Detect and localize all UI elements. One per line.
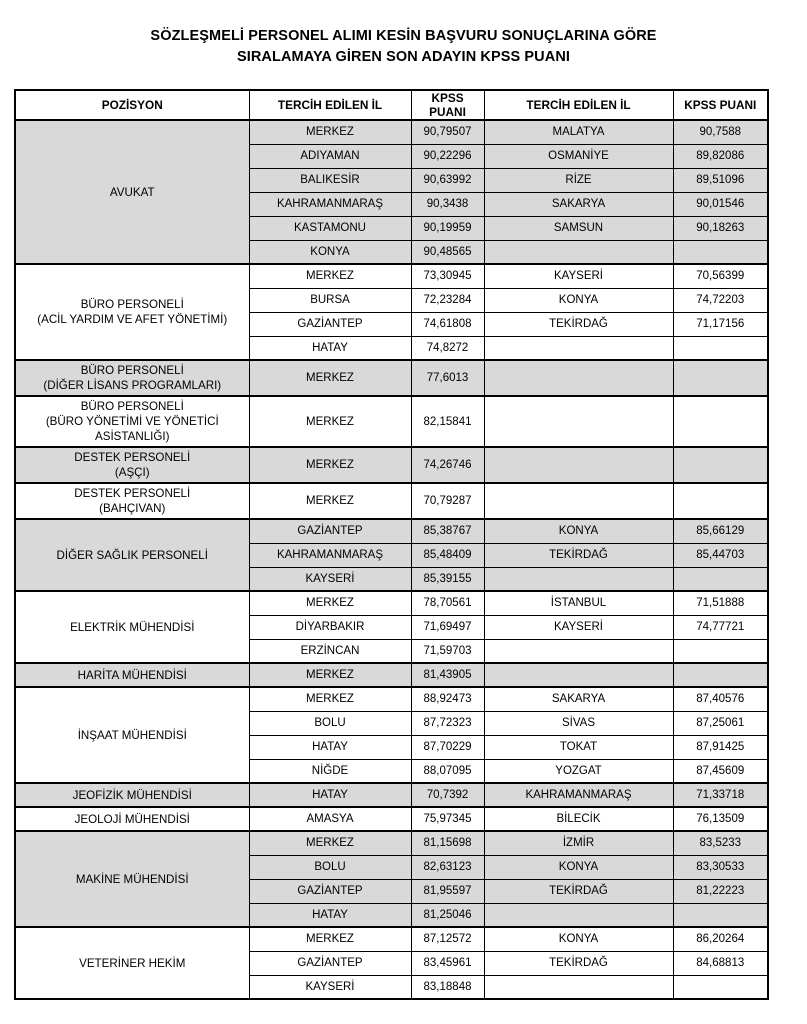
tercih-il-1-cell: MERKEZ [249,120,411,144]
position-label-line: (BAHÇIVAN) [99,502,166,515]
tercih-il-1-cell: KAYSERİ [249,567,411,591]
kpss-puani-2-cell: 71,33718 [673,783,768,807]
table-header [15,90,768,120]
kpss-results-table [14,89,769,1000]
position-cell [15,120,249,264]
position-label-line: VETERİNER HEKİM [79,956,186,970]
tercih-il-1-cell: KASTAMONU [249,216,411,240]
position-cell [15,687,249,783]
position-cell [15,591,249,663]
tercih-il-1-cell: ADIYAMAN [249,144,411,168]
position-label-line: JEOLOJİ MÜHENDİSİ [74,812,190,826]
kpss-puani-2-cell [673,360,768,396]
tercih-il-1-cell: HATAY [249,336,411,360]
kpss-puani-1-cell: 73,30945 [411,264,484,288]
tercih-il-2-cell [484,567,673,591]
kpss-puani-1-cell: 70,7392 [411,783,484,807]
tercih-il-2-cell: KAHRAMANMARAŞ [484,783,673,807]
tercih-il-1-cell: BOLU [249,855,411,879]
position-cell [15,396,249,447]
table-row [15,831,768,855]
page-title-line-2: SIRALAMAYA GİREN SON ADAYIN KPSS PUANI [236,49,571,65]
kpss-puani-2-cell: 83,5233 [673,831,768,855]
tercih-il-1-cell: MERKEZ [249,927,411,951]
kpss-puani-2-cell [673,903,768,927]
column-header-kpss-puani-2: KPSS PUANI [673,90,768,120]
position-label-line: BÜRO PERSONELİ [80,298,184,311]
position-cell [15,483,249,519]
tercih-il-1-cell: GAZİANTEP [249,879,411,903]
tercih-il-1-cell: GAZİANTEP [249,951,411,975]
kpss-puani-1-cell: 87,12572 [411,927,484,951]
kpss-puani-1-cell: 85,48409 [411,543,484,567]
table-row [15,687,768,711]
kpss-puani-2-cell: 81,22223 [673,879,768,903]
kpss-puani-2-cell: 87,40576 [673,687,768,711]
kpss-puani-2-cell: 71,17156 [673,312,768,336]
tercih-il-2-cell: MALATYA [484,120,673,144]
position-label-line: İNŞAAT MÜHENDİSİ [77,728,187,742]
tercih-il-1-cell: AMASYA [249,807,411,831]
tercih-il-1-cell: MERKEZ [249,360,411,396]
table-row [15,591,768,615]
tercih-il-1-cell: KONYA [249,240,411,264]
kpss-puani-1-cell: 90,63992 [411,168,484,192]
tercih-il-2-cell [484,483,673,519]
tercih-il-1-cell: BURSA [249,288,411,312]
tercih-il-1-cell: MERKEZ [249,396,411,447]
page-title-line-1: SÖZLEŞMELİ PERSONEL ALIMI KESİN BAŞVURU SONUÇLARINA GÖRE [150,28,657,44]
kpss-puani-1-cell: 87,70229 [411,735,484,759]
tercih-il-2-cell: İZMİR [484,831,673,855]
tercih-il-2-cell: SİVAS [484,711,673,735]
tercih-il-1-cell: NİĞDE [249,759,411,783]
tercih-il-1-cell: MERKEZ [249,687,411,711]
tercih-il-1-cell: KAHRAMANMARAŞ [249,192,411,216]
kpss-puani-1-cell: 74,8272 [411,336,484,360]
table-body [15,120,768,999]
tercih-il-1-cell: GAZİANTEP [249,519,411,543]
kpss-puani-2-cell: 76,13509 [673,807,768,831]
tercih-il-2-cell [484,360,673,396]
position-cell [15,663,249,687]
kpss-puani-2-cell [673,975,768,999]
kpss-puani-1-cell: 88,92473 [411,687,484,711]
kpss-puani-1-cell: 90,48565 [411,240,484,264]
kpss-puani-1-cell: 87,72323 [411,711,484,735]
table-row [15,447,768,483]
tercih-il-2-cell: KONYA [484,288,673,312]
kpss-puani-1-cell: 85,39155 [411,567,484,591]
position-label-line: MAKİNE MÜHENDİSİ [75,872,189,886]
kpss-puani-1-cell: 81,25046 [411,903,484,927]
tercih-il-2-cell: OSMANİYE [484,144,673,168]
kpss-puani-2-cell: 71,51888 [673,591,768,615]
kpss-puani-2-cell [673,447,768,483]
kpss-puani-1-cell: 83,18848 [411,975,484,999]
position-cell [15,264,249,360]
kpss-puani-2-cell [673,483,768,519]
table-container [0,68,807,1000]
column-header-pozisyon: POZİSYON [15,90,249,120]
position-label-line: DESTEK PERSONELİ [74,487,191,500]
table-header-row [15,90,768,120]
tercih-il-2-cell: KAYSERİ [484,615,673,639]
kpss-puani-2-cell: 90,7588 [673,120,768,144]
position-cell [15,807,249,831]
tercih-il-1-cell: HATAY [249,783,411,807]
kpss-puani-2-cell: 84,68813 [673,951,768,975]
tercih-il-2-cell: TEKİRDAĞ [484,951,673,975]
kpss-puani-1-cell: 81,15698 [411,831,484,855]
page-title [0,0,807,68]
kpss-puani-2-cell: 89,51096 [673,168,768,192]
position-label-line: ELEKTRİK MÜHENDİSİ [70,620,195,634]
tercih-il-2-cell: TEKİRDAĞ [484,879,673,903]
kpss-puani-2-cell: 90,01546 [673,192,768,216]
tercih-il-2-cell: İSTANBUL [484,591,673,615]
tercih-il-1-cell: BALIKESİR [249,168,411,192]
tercih-il-1-cell: MERKEZ [249,264,411,288]
kpss-puani-2-cell: 86,20264 [673,927,768,951]
tercih-il-2-cell: KAYSERİ [484,264,673,288]
table-row [15,396,768,447]
position-cell [15,447,249,483]
kpss-puani-2-cell: 85,44703 [673,543,768,567]
position-label-line: ASİSTANLIĞI) [94,430,170,443]
table-row [15,519,768,543]
kpss-puani-1-cell: 90,3438 [411,192,484,216]
kpss-puani-1-cell: 82,63123 [411,855,484,879]
table-row [15,783,768,807]
kpss-puani-2-cell: 87,91425 [673,735,768,759]
kpss-puani-1-cell: 81,43905 [411,663,484,687]
table-row [15,483,768,519]
kpss-puani-1-cell: 78,70561 [411,591,484,615]
position-label-line: (AŞÇI) [114,466,150,479]
position-label-line: BÜRO PERSONELİ [80,400,184,413]
kpss-puani-1-cell: 75,97345 [411,807,484,831]
tercih-il-1-cell: MERKEZ [249,591,411,615]
tercih-il-2-cell: SAKARYA [484,192,673,216]
kpss-puani-2-cell: 87,25061 [673,711,768,735]
kpss-puani-1-cell: 82,15841 [411,396,484,447]
tercih-il-1-cell: MERKEZ [249,831,411,855]
table-row [15,663,768,687]
tercih-il-2-cell: SAMSUN [484,216,673,240]
tercih-il-2-cell: TOKAT [484,735,673,759]
position-cell [15,519,249,591]
kpss-puani-2-cell [673,336,768,360]
tercih-il-2-cell [484,663,673,687]
tercih-il-1-cell: MERKEZ [249,447,411,483]
tercih-il-1-cell: GAZİANTEP [249,312,411,336]
kpss-puani-1-cell: 72,23284 [411,288,484,312]
kpss-puani-1-cell: 81,95597 [411,879,484,903]
kpss-puani-2-cell: 90,18263 [673,216,768,240]
position-cell [15,783,249,807]
kpss-puani-1-cell: 85,38767 [411,519,484,543]
tercih-il-2-cell: KONYA [484,927,673,951]
kpss-puani-2-cell [673,663,768,687]
kpss-puani-2-cell: 89,82086 [673,144,768,168]
kpss-puani-1-cell: 90,22296 [411,144,484,168]
kpss-puani-1-cell: 77,6013 [411,360,484,396]
tercih-il-2-cell [484,639,673,663]
kpss-puani-1-cell: 90,79507 [411,120,484,144]
kpss-puani-2-cell [673,240,768,264]
kpss-puani-2-cell: 74,77721 [673,615,768,639]
table-row [15,264,768,288]
position-label-line: (ACİL YARDIM VE AFET YÖNETİMİ) [37,313,228,326]
tercih-il-1-cell: BOLU [249,711,411,735]
tercih-il-2-cell: TEKİRDAĞ [484,312,673,336]
kpss-puani-1-cell: 70,79287 [411,483,484,519]
tercih-il-1-cell: HATAY [249,903,411,927]
tercih-il-2-cell [484,447,673,483]
kpss-puani-2-cell: 83,30533 [673,855,768,879]
tercih-il-2-cell [484,903,673,927]
table-row [15,927,768,951]
position-label-line: HARİTA MÜHENDİSİ [77,668,187,682]
table-row [15,120,768,144]
tercih-il-2-cell: BİLECİK [484,807,673,831]
column-header-tercih-il-2: TERCİH EDİLEN İL [484,90,673,120]
kpss-puani-1-cell: 71,69497 [411,615,484,639]
kpss-puani-2-cell: 70,56399 [673,264,768,288]
position-cell [15,831,249,927]
kpss-puani-1-cell: 83,45961 [411,951,484,975]
kpss-puani-2-cell [673,639,768,663]
kpss-puani-1-cell: 88,07095 [411,759,484,783]
kpss-puani-2-cell [673,567,768,591]
position-label-line: BÜRO PERSONELİ [80,364,184,377]
tercih-il-1-cell: ERZİNCAN [249,639,411,663]
tercih-il-1-cell: KAHRAMANMARAŞ [249,543,411,567]
tercih-il-1-cell: KAYSERİ [249,975,411,999]
kpss-puani-2-cell: 87,45609 [673,759,768,783]
tercih-il-2-cell [484,396,673,447]
position-label-line: AVUKAT [109,185,155,199]
tercih-il-2-cell [484,240,673,264]
position-cell [15,927,249,999]
tercih-il-1-cell: MERKEZ [249,663,411,687]
tercih-il-2-cell: KONYA [484,855,673,879]
kpss-puani-1-cell: 74,61808 [411,312,484,336]
kpss-puani-2-cell [673,396,768,447]
tercih-il-1-cell: HATAY [249,735,411,759]
table-row [15,360,768,396]
position-cell [15,360,249,396]
tercih-il-2-cell: TEKİRDAĞ [484,543,673,567]
kpss-puani-2-cell: 74,72203 [673,288,768,312]
tercih-il-1-cell: MERKEZ [249,483,411,519]
position-label-line: (DİĞER LİSANS PROGRAMLARI) [43,379,222,392]
table-row [15,807,768,831]
column-header-tercih-il-1: TERCİH EDİLEN İL [249,90,411,120]
tercih-il-2-cell [484,336,673,360]
position-label-line: DESTEK PERSONELİ [74,451,191,464]
tercih-il-1-cell: DİYARBAKIR [249,615,411,639]
position-label-line: DİĞER SAĞLIK PERSONELİ [56,548,208,562]
tercih-il-2-cell [484,975,673,999]
tercih-il-2-cell: SAKARYA [484,687,673,711]
kpss-puani-1-cell: 90,19959 [411,216,484,240]
position-label-line: (BÜRO YÖNETİMİ VE YÖNETİCİ [45,415,219,428]
column-header-kpss-puani-1: KPSS PUANI [411,90,484,120]
kpss-puani-2-cell: 85,66129 [673,519,768,543]
kpss-puani-1-cell: 71,59703 [411,639,484,663]
tercih-il-2-cell: KONYA [484,519,673,543]
kpss-puani-1-cell: 74,26746 [411,447,484,483]
position-label-line: JEOFİZİK MÜHENDİSİ [72,788,192,802]
tercih-il-2-cell: RİZE [484,168,673,192]
tercih-il-2-cell: YOZGAT [484,759,673,783]
